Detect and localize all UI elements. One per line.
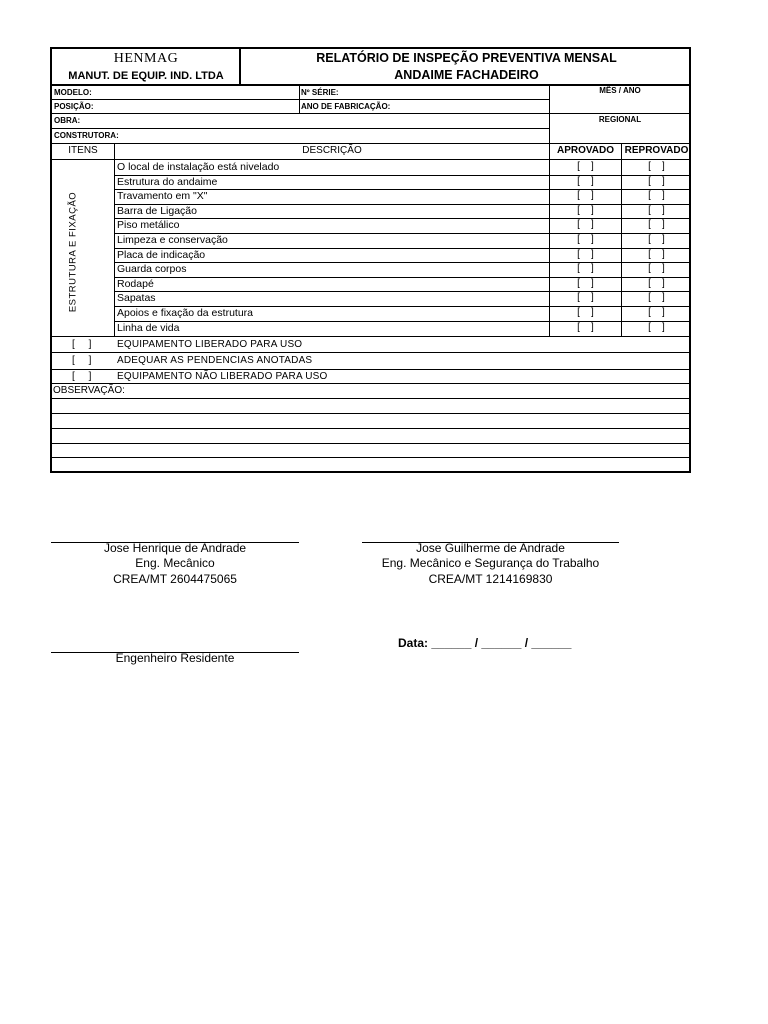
checklist-item-label: O local de instalação está nivelado	[117, 161, 280, 173]
aprovado-checkbox[interactable]: [ ]	[577, 175, 594, 187]
status-adequar-checkbox[interactable]: [ ]	[72, 355, 92, 366]
checklist-item-label: Estrutura do andaime	[117, 175, 218, 188]
rule	[52, 113, 691, 114]
resident-engineer-label: Engenheiro Residente	[115, 651, 235, 665]
status-liberado-label: EQUIPAMENTO LIBERADO PARA USO	[117, 339, 303, 350]
field-mes-ano[interactable]: MÊS / ANO	[599, 86, 641, 95]
col-header-aprovado: APROVADO	[556, 145, 615, 156]
reprovado-checkbox[interactable]: [ ]	[648, 234, 665, 245]
observacao-label: OBSERVAÇÃO:	[53, 385, 125, 396]
aprovado-checkbox[interactable]: [ ]	[577, 161, 594, 172]
reprovado-checkbox[interactable]: [ ]	[648, 263, 665, 275]
checklist-item-label: Limpeza e conservação	[117, 234, 228, 246]
rule	[299, 85, 300, 113]
field-ano-fabricacao[interactable]: ANO DE FABRICAÇÃO:	[301, 102, 391, 111]
rule	[52, 128, 549, 129]
field-modelo[interactable]: MODELO:	[54, 88, 92, 97]
signer-right-crea: CREA/MT 1214169830	[428, 572, 553, 586]
col-header-reprovado: REPROVADO	[624, 145, 689, 156]
company-subtitle: MANUT. DE EQUIP. IND. LTDA	[68, 70, 224, 82]
checklist-item-label: Linha de vida	[117, 321, 180, 334]
aprovado-checkbox[interactable]: [ ]	[577, 277, 594, 289]
status-liberado-checkbox[interactable]: [ ]	[72, 339, 92, 350]
field-obra[interactable]: OBRA:	[54, 116, 81, 125]
reprovado-checkbox[interactable]: [ ]	[648, 219, 665, 231]
reprovado-checkbox[interactable]: [ ]	[648, 248, 665, 260]
inspection-form	[50, 47, 691, 473]
observacao-area[interactable]	[52, 398, 691, 471]
aprovado-checkbox[interactable]: [ ]	[577, 248, 594, 260]
report-title: RELATÓRIO DE INSPEÇÃO PREVENTIVA MENSAL	[316, 51, 617, 65]
aprovado-checkbox[interactable]: [ ]	[577, 292, 594, 304]
reprovado-checkbox[interactable]: [ ]	[648, 161, 665, 172]
reprovado-checkbox[interactable]: [ ]	[648, 190, 665, 202]
company-name: HENMAG	[113, 51, 179, 66]
col-header-descricao: DESCRIÇÃO	[302, 145, 362, 156]
checklist-item-label: Rodapé	[117, 277, 154, 290]
field-construtora[interactable]: CONSTRUTORA:	[54, 131, 119, 140]
date-field[interactable]: Data: ______ / ______ / ______	[398, 636, 572, 650]
checklist-item-label: Piso metálico	[117, 219, 180, 232]
signer-left-role: Eng. Mecânico	[135, 556, 215, 570]
checklist-item-label: Guarda corpos	[117, 263, 187, 276]
reprovado-checkbox[interactable]: [ ]	[648, 175, 665, 187]
status-adequar-label: ADEQUAR AS PENDENCIAS ANOTADAS	[117, 355, 313, 366]
aprovado-checkbox[interactable]: [ ]	[577, 234, 594, 245]
reprovado-checkbox[interactable]: [ ]	[648, 307, 665, 318]
field-regional[interactable]: REGIONAL	[598, 115, 642, 124]
aprovado-checkbox[interactable]: [ ]	[577, 219, 594, 231]
checklist-item-label: Placa de indicação	[117, 248, 206, 261]
reprovado-checkbox[interactable]: [ ]	[648, 321, 665, 333]
header-divider	[239, 49, 241, 85]
aprovado-checkbox[interactable]: [ ]	[577, 307, 594, 318]
reprovado-checkbox[interactable]: [ ]	[648, 277, 665, 289]
group-label-estrutura-fixacao: ESTRUTURA E FIXAÇÃO	[67, 191, 79, 313]
signer-left-name: Jose Henrique de Andrade	[103, 541, 247, 555]
checklist-item-label: Travamento em "X"	[117, 190, 208, 203]
report-subtitle: ANDAIME FACHADEIRO	[394, 68, 539, 82]
rule	[52, 99, 549, 100]
rule	[549, 85, 550, 143]
field-numero-serie[interactable]: Nº SÉRIE:	[301, 88, 339, 97]
status-nao-liberado-checkbox[interactable]: [ ]	[72, 371, 92, 382]
reprovado-checkbox[interactable]: [ ]	[648, 292, 665, 304]
checklist-item-label: Apoios e fixação da estrutura	[117, 307, 253, 319]
reprovado-checkbox[interactable]: [ ]	[648, 204, 665, 216]
checklist-item-label: Sapatas	[117, 292, 156, 305]
checklist-item-label: Barra de Ligação	[117, 204, 197, 217]
signer-left-crea: CREA/MT 2604475065	[113, 572, 237, 586]
signer-right-name: Jose Guilherme de Andrade	[416, 541, 565, 555]
status-nao-liberado-label: EQUIPAMENTO NÃO LIBERADO PARA USO	[117, 371, 328, 382]
col-header-itens: ITENS	[68, 145, 98, 156]
signer-right-role: Eng. Mecânico e Segurança do Trabalho	[381, 556, 600, 570]
field-posicao[interactable]: POSIÇÃO:	[54, 102, 94, 111]
aprovado-checkbox[interactable]: [ ]	[577, 263, 594, 275]
aprovado-checkbox[interactable]: [ ]	[577, 190, 594, 202]
aprovado-checkbox[interactable]: [ ]	[577, 321, 594, 333]
aprovado-checkbox[interactable]: [ ]	[577, 204, 594, 216]
